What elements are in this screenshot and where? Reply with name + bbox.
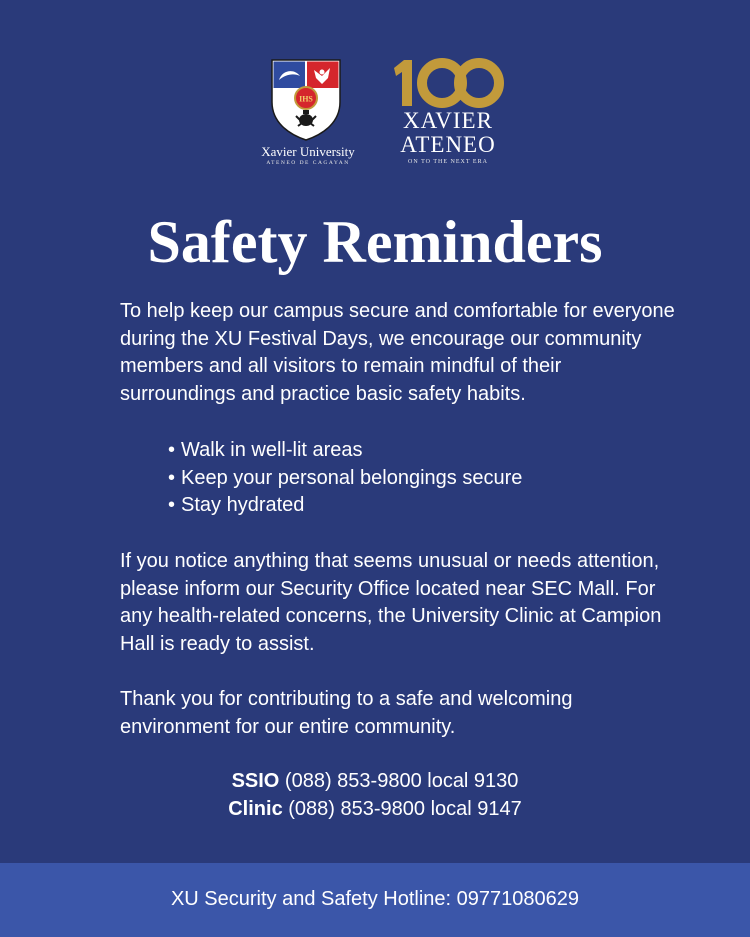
list-item: • Walk in well-lit areas <box>168 437 522 465</box>
logo-header <box>0 56 750 174</box>
xavier-university-logo <box>245 56 371 174</box>
contact-clinic <box>0 796 750 824</box>
contact-number: (088) 853-9800 local 9147 <box>288 797 522 820</box>
university-name: Xavier University <box>261 144 355 159</box>
notice-paragraph: If you notice anything that seems unusual or needs attention, please inform our Security Office located near SEC Mall. For any health-related concerns, the University Clinic at Campion Hall is ready to assist. <box>120 550 662 655</box>
svg-text:IHS: IHS <box>299 94 313 104</box>
intro-paragraph: To help keep our campus secure and comfortable for everyone during the XU Festival Days, we encourage our community members and all visitors to remain mindful of their surroundings and practice basic safety habits. <box>120 300 675 405</box>
list-item: • Stay hydrated <box>168 492 522 520</box>
safety-tips-list <box>168 437 522 520</box>
shield-crest-icon <box>270 58 342 142</box>
thanks-paragraph: Thank you for contributing to a safe and welcoming environment for our entire community. <box>120 688 573 738</box>
hotline-text: XU Security and Safety Hotline: 09771080629 <box>170 888 580 910</box>
centennial-100-mark <box>390 58 506 108</box>
contact-name: Clinic <box>228 797 283 820</box>
centennial-logo <box>388 58 508 174</box>
university-subtitle: ATENEO DE CAGAYAN <box>266 160 350 166</box>
page-title: Safety Reminders <box>147 209 603 275</box>
hotline-footer <box>0 863 750 937</box>
list-item: • Keep your personal belongings secure <box>168 465 522 493</box>
contact-number: (088) 853-9800 local 9130 <box>284 770 519 792</box>
contact-name: SSIO <box>231 770 280 792</box>
contact-ssio <box>0 768 750 796</box>
centennial-ateneo: ATENEO <box>400 132 496 157</box>
centennial-xavier: XAVIER <box>403 108 493 133</box>
centennial-tagline: ON TO THE NEXT ERA <box>408 159 488 165</box>
contact-list <box>0 768 750 823</box>
